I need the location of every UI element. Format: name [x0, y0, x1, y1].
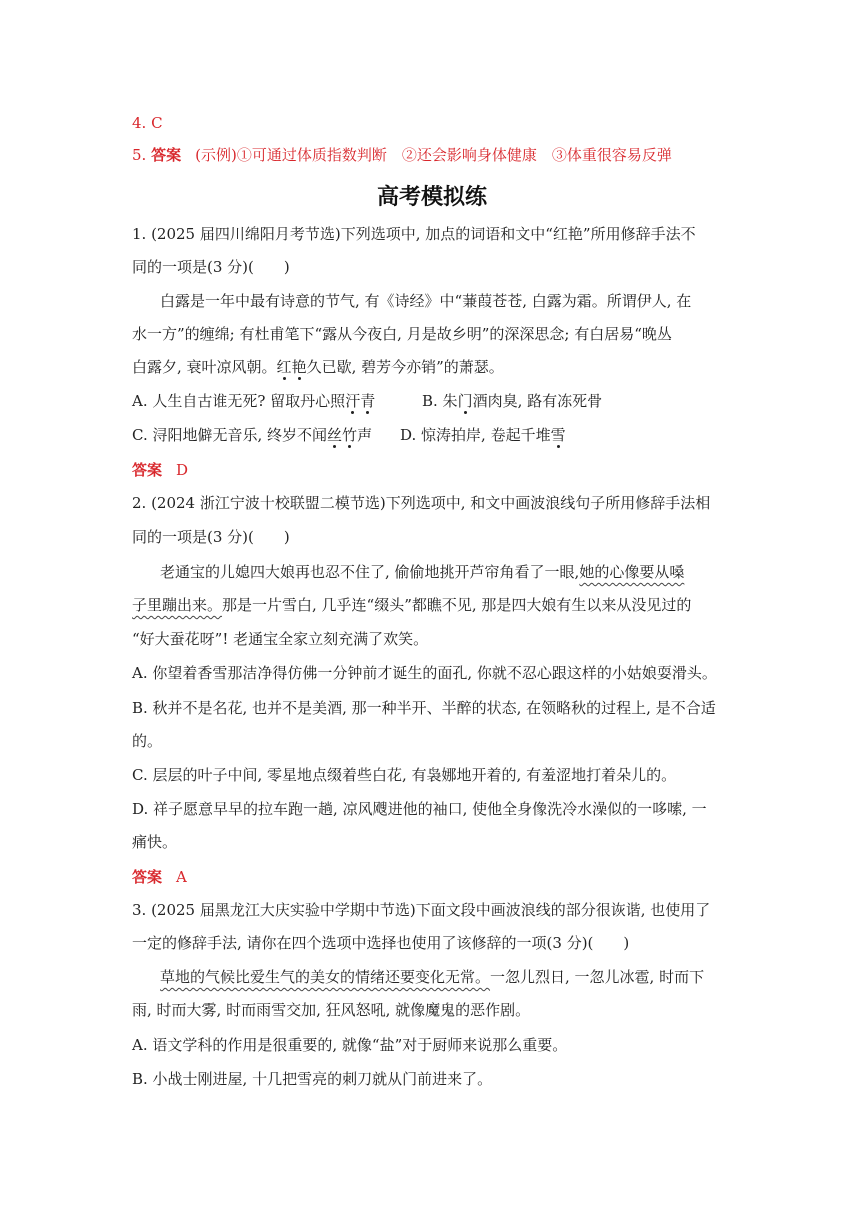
- q1-option-c: [132, 424, 372, 446]
- q1-passage-line-3: [132, 356, 504, 378]
- q2-passage-text: 那是一片雪白, 几乎连“缀头”都瞧不见, 那是四大娘有生以来从没见过的: [222, 596, 692, 614]
- dotted-char: 红: [276, 358, 292, 376]
- prev-answer-5-text: (示例)①可通过体质指数判断 ②还会影响身体健康 ③体重很容易反弹: [195, 146, 672, 164]
- q2-passage-line-1: [160, 561, 684, 583]
- q2-option-b-line-1: B. 秋并不是名花, 也并不是美酒, 那一种半开、半醉的状态, 在领略秋的过程上, 是不合适: [132, 699, 716, 717]
- option-text: B. 朱: [422, 392, 458, 410]
- prev-answer-4: 4. C: [132, 114, 163, 132]
- answer-value: D: [176, 461, 189, 479]
- q2-option-c: C. 层层的叶子中间, 零星地点缀着些白花, 有袅娜地开着的, 有羞涩地打着朵儿的。: [132, 766, 677, 784]
- q2-passage-text: 老通宝的儿媳四大娘再也忍不住了, 偷偷地挑开芦帘角看了一眼,: [160, 563, 580, 581]
- wavy-underlined-text: 草地的气候比爱生气的美女的情绪还要变化无常。: [160, 968, 491, 986]
- dotted-char: 艳: [291, 358, 307, 376]
- option-text: 酒肉臭, 路有冻死骨: [472, 392, 603, 410]
- dotted-char: 丝: [327, 426, 343, 444]
- q2-stem-line-2: 同的一项是(3 分)( ): [132, 528, 290, 546]
- q2-option-d-line-1: D. 祥子愿意早早的拉车跑一趟, 凉风飕进他的袖口, 使他全身像洗冷水澡似的一哆嗦, 一: [132, 800, 707, 818]
- wavy-underlined-text: 她的心像要从嗓: [579, 563, 685, 581]
- option-text: D. 惊涛拍岸, 卷起千堆: [400, 426, 551, 444]
- q3-stem-line-1: 3. (2025 届黑龙江大庆实验中学期中节选)下面文段中画波浪线的部分很诙谐, 也使用了: [132, 901, 711, 919]
- q1-option-b: [422, 390, 602, 412]
- q1-option-d: [400, 424, 566, 446]
- q1-answer: [132, 459, 188, 481]
- q2-option-a: A. 你望着香雪那洁净得仿佛一分钟前才诞生的面孔, 你就不忍心跟这样的小姑娘耍滑头。: [132, 664, 717, 682]
- q3-passage-line-1: [160, 966, 704, 988]
- section-title: 高考模拟练: [376, 185, 487, 210]
- dotted-char: 雪: [550, 426, 566, 444]
- q3-passage-line-2: 雨, 时而大雾, 时而雨雪交加, 狂风怒吼, 就像魔鬼的恶作剧。: [132, 1001, 531, 1019]
- q2-option-d-line-2: 痛快。: [132, 833, 178, 851]
- q1-passage-text: 白露夕, 衰叶凉风朝。: [132, 358, 277, 376]
- q2-option-b-line-2: 的。: [132, 732, 163, 750]
- prev-answer-5-number: 5.: [132, 146, 152, 164]
- q2-passage-line-3: “好大蚕花呀”! 老通宝全家立刻充满了欢笑。: [132, 630, 429, 648]
- q1-passage-text: 久已歇, 碧芳今亦销”的萧瑟。: [306, 358, 504, 376]
- dotted-char: 门: [457, 392, 473, 410]
- dotted-char: 青: [360, 392, 376, 410]
- q1-stem-line-2: 同的一项是(3 分)( ): [132, 258, 290, 276]
- dotted-char: 汗: [345, 392, 361, 410]
- q1-passage-line-2: 水一方”的缠绵; 有杜甫笔下“露从今夜白, 月是故乡明”的深深思念; 有白居易“晚丛: [132, 325, 672, 343]
- q3-option-a: A. 语文学科的作用是很重要的, 就像“盐”对于厨师来说那么重要。: [132, 1036, 568, 1054]
- prev-answer-5: [132, 144, 672, 166]
- option-text: A. 人生自古谁无死? 留取丹心照: [132, 392, 346, 410]
- option-text: 声: [357, 426, 373, 444]
- q3-stem-line-2: 一定的修辞手法, 请你在四个选项中选择也使用了该修辞的一项(3 分)( ): [132, 934, 630, 952]
- dotted-char: 竹: [342, 426, 358, 444]
- answer-value: A: [176, 868, 187, 886]
- option-text: C. 浔阳地僻无音乐, 终岁不闻: [132, 426, 328, 444]
- q1-option-a: [132, 390, 375, 412]
- q1-stem-line-1: 1. (2025 届四川绵阳月考节选)下列选项中, 加点的词语和文中“红艳”所用修辞手法不: [132, 225, 696, 243]
- prev-answer-5-label: 答案: [151, 146, 182, 164]
- wavy-underlined-text: 子里蹦出来。: [132, 596, 223, 614]
- q3-option-b: B. 小战士刚进屋, 十几把雪亮的刺刀就从门前进来了。: [132, 1070, 493, 1088]
- q2-passage-line-2: [132, 594, 691, 616]
- q3-passage-text: 一忽儿烈日, 一忽儿冰雹, 时而下: [490, 968, 705, 986]
- answer-label: 答案: [132, 868, 163, 886]
- answer-label: 答案: [132, 461, 163, 479]
- q1-passage-line-1: 白露是一年中最有诗意的节气, 有《诗经》中“蒹葭苍苍, 白露为霜。所谓伊人, 在: [160, 292, 692, 310]
- q2-answer: [132, 866, 187, 888]
- q2-stem-line-1: 2. (2024 浙江宁波十校联盟二模节选)下列选项中, 和文中画波浪线句子所用修辞手法相: [132, 494, 711, 512]
